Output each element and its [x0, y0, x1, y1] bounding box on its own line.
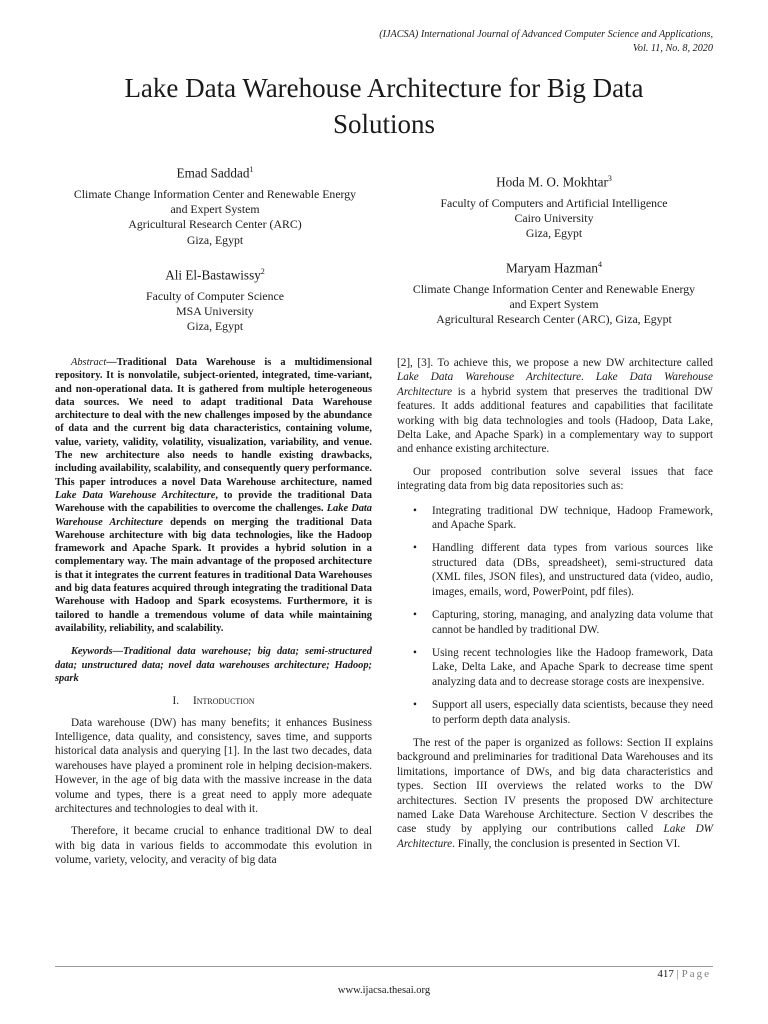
footer-divider — [55, 966, 713, 967]
author-block-3 — [370, 171, 738, 242]
section-heading-introduction — [55, 694, 372, 708]
author-affiliation: Climate Change Information Center and Renewable Energy — [412, 281, 696, 296]
journal-line-2: Vol. 11, No. 8, 2020 — [632, 43, 713, 54]
right-paragraph-3: The rest of the paper is organized as follows: Section II explains background and preliminaries for traditional Data Warehouses and its limitations, importance of DWs, and big data characteristics and types. Section III overviews the related works to the DW architectures. Section IV presents the proposed DW architecture named Lake Data Warehouse Architecture. Section V describes the case study by applying our contributions called Lake DW Architecture. Finally, the conclusion is presented in Section VI. — [397, 736, 713, 850]
author-block-1 — [30, 162, 400, 248]
section-number: I. — [172, 695, 180, 708]
bullet-icon: • — [413, 542, 417, 555]
author-affiliation: Giza, Egypt — [186, 232, 244, 247]
author-name: Maryam Hazman$^4$ — [506, 260, 602, 276]
author-affiliation: Cairo University — [514, 210, 594, 225]
author-affiliation: and Expert System — [509, 296, 599, 311]
right-column — [397, 356, 713, 851]
journal-running-head — [253, 28, 713, 56]
author-affiliation: Climate Change Information Center and Renewable Energy — [73, 186, 357, 201]
author-affiliation: Giza, Egypt — [186, 319, 244, 334]
author-name: Emad Saddad$^1$ — [176, 165, 254, 181]
bullet-icon: • — [413, 609, 417, 622]
footer-website-link[interactable]: www.ijacsa.thesai.org — [337, 985, 431, 996]
right-paragraph-1: [2], [3]. To achieve this, we propose a new DW architecture called Lake Data Warehouse Architecture. Lake Data Warehouse Architecture is a hybrid system that preserves the traditional DW features. It adds additional features and capabilities that facilitate working with big data technologies and tools (Hadoop, Data Lake, Delta Lake, and Apache Spark) in a complementary way to support and enhance existing architecture. — [397, 357, 713, 456]
keywords: Keywords—Traditional data warehouse; big data; semi-structured data; unstructured data; novel data warehouses architecture; Hadoop; spark — [55, 646, 372, 684]
abstract: Abstract—Traditional Data Warehouse is a multidimensional repository. It is nonvolatile, subject-oriented, integrated, time-variant, and non-operational data. It is gathered from multiple heterogeneous data sources. We need to adapt traditional Data Warehouse architecture to deal with the new challenges imposed by the abundance of data and the current big data characteristics, containing volume, value, variety, validity, volatility, visualization, variability, and venue. The new architecture also needs to handle existing drawbacks, including availability, scalability, and consequently query performance. This paper introduces a novel Data Warehouse architecture, named Lake Data Warehouse Architecture, to provide the traditional Data Warehouse with the capabilities to overcome the challenges. Lake Data Warehouse Architecture depends on merging the traditional Data Warehouse architecture with big data technologies, like the Hadoop framework and Apache Spark. It provides a hybrid solution in a complementary way. The main advantage of the proposed architecture is that it integrates the current features in traditional Data Warehouses and big data features acquired through integrating the traditional Data Warehouse with Hadoop and Spark ecosystems. Furthermore, it is tailored to handle a tremendous volume of data while maintaining availability, reliability, and scalability. — [55, 357, 372, 634]
list-item: • Integrating traditional DW technique, Hadoop Framework, and Apache Spark. — [413, 504, 713, 532]
paper-title — [40, 70, 728, 142]
title-line-2: Solutions — [332, 109, 436, 139]
author-affiliation: Faculty of Computer Science — [146, 288, 284, 303]
list-item: • Capturing, storing, managing, and analyzing data volume that cannot be handled by traditional DW. — [413, 609, 713, 636]
right-paragraph-2: Our proposed contribution solve several issues that face integrating data from big data repositories such as: — [397, 465, 713, 493]
author-block-2 — [30, 264, 400, 335]
bullet-icon: • — [413, 699, 417, 712]
author-affiliation: MSA University — [176, 303, 254, 318]
page-number: 417 | Page — [657, 968, 711, 980]
contribution-list — [397, 504, 713, 727]
bullet-icon: • — [413, 646, 417, 659]
intro-paragraph-2: Therefore, it became crucial to enhance traditional DW to deal with big data in various fields to accommodate this evolution in volume, variety, velocity, and veracity of big data — [55, 825, 372, 867]
author-affiliation: Faculty of Computers and Artificial Intelligence — [440, 195, 668, 210]
title-line-1: Lake Data Warehouse Architecture for Big Data — [124, 73, 644, 103]
author-affiliation: Agricultural Research Center (ARC) — [128, 217, 302, 232]
section-title: Introduction — [193, 695, 255, 708]
list-item: • Handling different data types from various sources like structured data (DBs, spreadsheet), semi-structured data (XML files, JSON files), and unstructured data (video, audio, images, emails, word, PowerPoint, pdf files). — [413, 542, 713, 598]
intro-paragraph-1: Data warehouse (DW) has many benefits; it enhances Business Intelligence, data quality, and consistency, saves time, and supports historical data analysis and querying [1]. In the last two decades, data warehouses have played a prominent role in helping decision-makers. However, in the age of big data with the massive increase in the data volume and types, there is a great need to apply more adequate architectures and technologies to deal with it. — [55, 716, 372, 815]
author-block-4 — [370, 257, 738, 328]
author-affiliation: Agricultural Research Center (ARC), Giza, Egypt — [436, 312, 672, 327]
author-name: Ali El-Bastawissy$^2$ — [165, 267, 265, 283]
bullet-icon: • — [413, 504, 417, 517]
list-item: • Using recent technologies like the Hadoop framework, Data Lake, Delta Lake, and Apache Spark to decrease time spent analyzing data and to decrease storage costs are inexpensive. — [413, 646, 713, 688]
list-item: • Support all users, especially data scientists, because they need to perform depth data analysis. — [413, 699, 713, 726]
author-affiliation: and Expert System — [170, 201, 260, 216]
author-affiliation: Giza, Egypt — [525, 226, 583, 241]
journal-line-1: (IJACSA) International Journal of Advanced Computer Science and Applications, — [379, 29, 713, 40]
left-column — [55, 356, 372, 868]
author-name: Hoda M. O. Mokhtar$^3$ — [496, 174, 612, 190]
